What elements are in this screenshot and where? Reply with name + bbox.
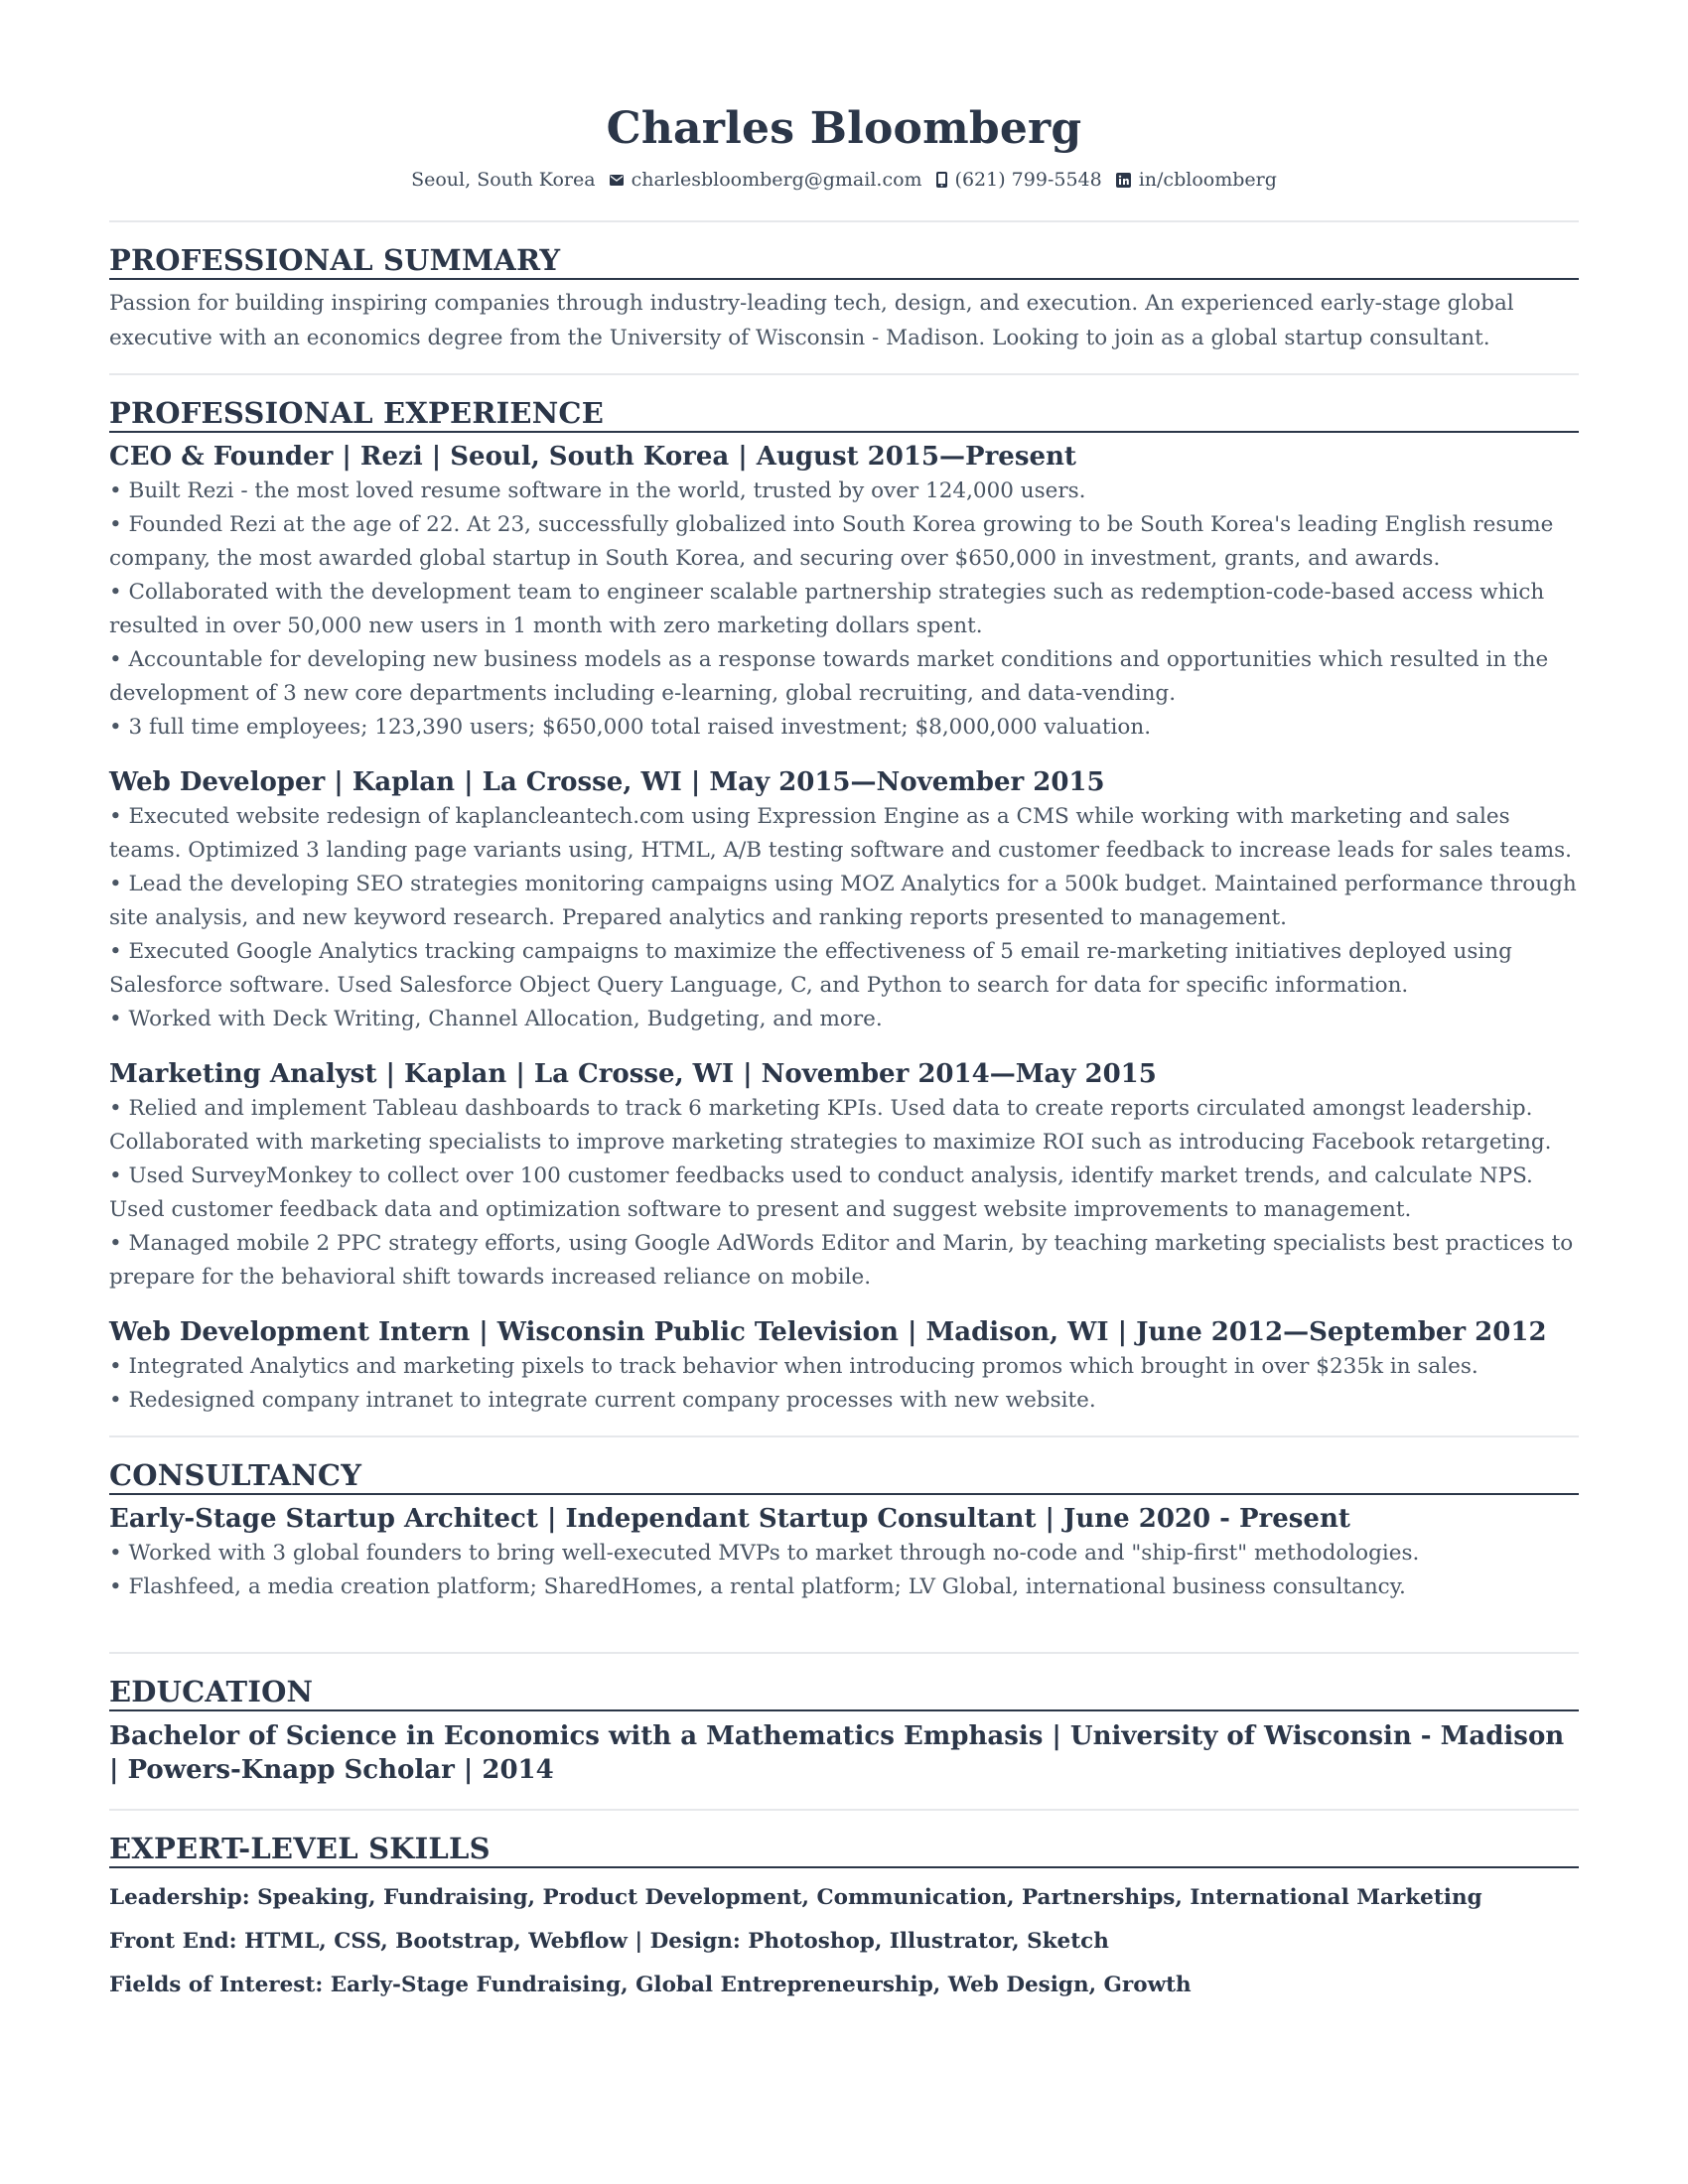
bullet-item: • Built Rezi - the most loved resume software in the world, trusted by over 124,000 users. (109, 478, 1086, 503)
skills-section (109, 1831, 1579, 1999)
resume-header (109, 0, 1579, 191)
job-heading: Marketing Analyst | Kaplan | La Crosse, WI | November 2014—May 2015 (109, 1059, 1157, 1089)
job-entry (109, 764, 1579, 1036)
bullet-item: • Executed Google Analytics tracking campaigns to maximize the effectiveness of 5 email re-marketing initiatives deployed using Salesforce software. Used Salesforce Object Query Language, C, and Python to search for data for specific information. (109, 939, 1512, 998)
linkedin-link[interactable]: in/cbloomberg (1138, 169, 1277, 191)
job-entry (109, 1314, 1579, 1418)
envelope-icon (610, 175, 624, 186)
summary-section (109, 242, 1579, 355)
divider (109, 220, 1579, 222)
job-entry (109, 439, 1579, 745)
job-heading: Web Developer | Kaplan | La Crosse, WI | May 2015—November 2015 (109, 767, 1105, 797)
skill-line: Fields of Interest: Early-Stage Fundraising, Global Entrepreneurship, Web Design, Growth (109, 1973, 1192, 1997)
email-link[interactable]: charlesbloomberg@gmail.com (631, 169, 922, 191)
education-section (109, 1674, 1579, 1787)
bullet-item: • Executed website redesign of kaplancleantech.com using Expression Engine as a CMS while working with marketing and sales teams. Optimized 3 landing page variants using, HTML, A/B testing software and customer feedback to increase leads for sales teams. (109, 804, 1572, 863)
experience-title: PROFESSIONAL EXPERIENCE (109, 395, 1579, 433)
location-text: Seoul, South Korea (411, 169, 596, 191)
experience-section (109, 395, 1579, 1418)
consultancy-section (109, 1457, 1579, 1604)
bullet-item: • Accountable for developing new business models as a response towards market conditions and opportunities which resulted in the development of 3 new core departments including e-learning, global recruiting, and data-vending. (109, 647, 1549, 706)
job-bullets (109, 800, 1579, 1036)
bullet-item: • Managed mobile 2 PPC strategy efforts, using Google AdWords Editor and Marin, by teaching marketing specialists best practices to prepare for the behavioral shift towards increased reliance on mobile. (109, 1231, 1574, 1290)
bullet-item: • Worked with 3 global founders to bring well-executed MVPs to market through no-code and "ship-first" methodologies. (109, 1541, 1420, 1566)
education-heading: Bachelor of Science in Economics with a Mathematics Emphasis | University of Wisconsin - Madison | Powers-Knapp Scholar | 2014 (109, 1721, 1565, 1785)
bullet-item: • Relied and implement Tableau dashboards to track 6 marketing KPIs. Used data to create reports circulated amongst leadership. Collaborated with marketing specialists to improve marketing strategies to maximize ROI such as introducing Facebook retargeting. (109, 1096, 1552, 1155)
job-heading: Early-Stage Startup Architect | Independant Startup Consultant | June 2020 - Present (109, 1504, 1350, 1534)
consultancy-title: CONSULTANCY (109, 1457, 1579, 1495)
bullet-item: • Collaborated with the development team to engineer scalable partnership strategies such as redemption-code-based access which resulted in over 50,000 new users in 1 month with zero marketing dollars spent. (109, 580, 1545, 638)
bullet-item: • Integrated Analytics and marketing pixels to track behavior when introducing promos which brought in over $235k in sales. (109, 1354, 1478, 1379)
education-title: EDUCATION (109, 1674, 1579, 1711)
bullet-item: • Redesigned company intranet to integrate current company processes with new website. (109, 1388, 1096, 1413)
phone-icon (936, 172, 947, 188)
bullet-item: • Flashfeed, a media creation platform; SharedHomes, a rental platform; LV Global, international business consultancy. (109, 1574, 1406, 1599)
job-bullets (109, 1092, 1579, 1295)
bullet-item: • Founded Rezi at the age of 22. At 23, successfully globalized into South Korea growing to be South Korea's leading English resume company, the most awarded global startup in South Korea, and securing over $650,000 in investment, grants, and awards. (109, 512, 1554, 571)
job-entry (109, 1501, 1579, 1604)
job-entry (109, 1056, 1579, 1295)
job-bullets (109, 1537, 1579, 1604)
bullet-item: • Lead the developing SEO strategies monitoring campaigns using MOZ Analytics for a 500k budget. Maintained performance through site analysis, and new keyword research. Prepared analytics and ranking reports presented to management. (109, 872, 1577, 930)
skill-line: Front End: HTML, CSS, Bootstrap, Webflow | Design: Photoshop, Illustrator, Sketch (109, 1929, 1109, 1954)
bullet-item: • Used SurveyMonkey to collect over 100 customer feedbacks used to conduct analysis, identify market trends, and calculate NPS. Used customer feedback data and optimization software to present and suggest website improvements to management. (109, 1163, 1533, 1222)
divider (109, 1809, 1579, 1811)
skills-title: EXPERT-LEVEL SKILLS (109, 1831, 1579, 1868)
bullet-item: • 3 full time employees; 123,390 users; $650,000 total raised investment; $8,000,000 valuation. (109, 715, 1152, 740)
job-bullets (109, 475, 1579, 745)
skill-line: Leadership: Speaking, Fundraising, Product Development, Communication, Partnerships, International Marketing (109, 1885, 1482, 1910)
summary-text: Passion for building inspiring companies through industry-leading tech, design, and execution. An experienced early-stage global executive with an economics degree from the University of Wisconsin - Madison. Looking to join as a global startup consultant. (109, 291, 1514, 350)
divider (109, 373, 1579, 375)
job-bullets (109, 1350, 1579, 1418)
divider (109, 1435, 1579, 1437)
divider (109, 1652, 1579, 1654)
job-heading: Web Development Intern | Wisconsin Public Television | Madison, WI | June 2012—September 2012 (109, 1317, 1547, 1347)
phone-text: (621) 799-5548 (954, 169, 1102, 191)
candidate-name: Charles Bloomberg (606, 103, 1082, 154)
contact-line (109, 169, 1579, 191)
summary-title: PROFESSIONAL SUMMARY (109, 242, 1579, 280)
linkedin-icon (1116, 173, 1131, 188)
job-heading: CEO & Founder | Rezi | Seoul, South Korea | August 2015—Present (109, 442, 1076, 472)
bullet-item: • Worked with Deck Writing, Channel Allocation, Budgeting, and more. (109, 1007, 883, 1031)
